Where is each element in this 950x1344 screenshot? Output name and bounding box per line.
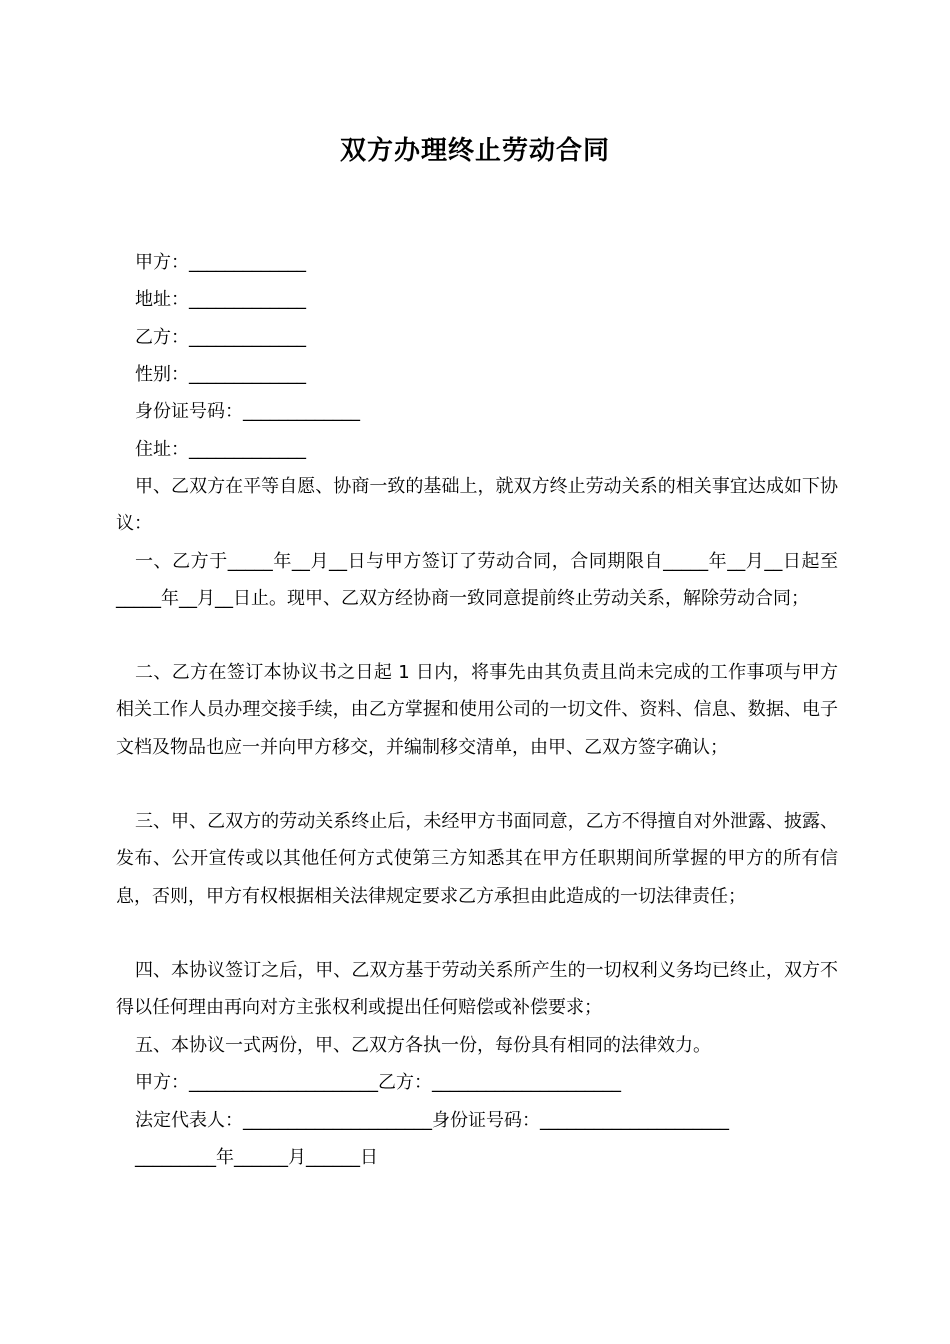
paragraph-clause-3: 三、甲、乙双方的劳动关系终止后，未经甲方书面同意，乙方不得擅自对外泄露、披露、发布、公开宣传或以其他任何方式使第三方知悉其在甲方任职期间所掌握的甲方的所有信息，否则，甲方有权根据相关法律规定要求乙方承担由此造成的一切法律责任；: [116, 811, 838, 907]
signature-representative: 法定代表人：_____________________身份证号码：_____________________: [135, 1110, 729, 1131]
field-address: 地址：_____________: [135, 289, 306, 310]
field-party-a: 甲方：_____________: [135, 252, 306, 273]
field-id-number: 身份证号码：_____________: [135, 401, 360, 422]
paragraph-intro: 甲、乙双方在平等自愿、协商一致的基础上，就双方终止劳动关系的相关事宜达成如下协议：: [116, 476, 838, 535]
paragraph-clause-2: 二、乙方在签订本协议书之日起 1 日内，将事先由其负责且尚未完成的工作事项与甲方相关工作人员办理交接手续，由乙方掌握和使用公司的一切文件、资料、信息、数据、电子文档及物品也应一并向甲方移交，并编制移交清单，由甲、乙双方签字确认；: [116, 662, 838, 758]
paragraph-clause-4: 四、本协议签订之后，甲、乙双方基于劳动关系所产生的一切权利义务均已终止，双方不得以任何理由再向对方主张权利或提出任何赔偿或补偿要求；: [116, 960, 838, 1019]
field-gender: 性别：_____________: [135, 364, 306, 385]
field-party-b: 乙方：_____________: [135, 327, 306, 348]
document-title: 双方办理终止劳动合同: [339, 136, 610, 166]
field-residence: 住址：_____________: [135, 439, 306, 460]
paragraph-clause-5: 五、本协议一式两份，甲、乙双方各执一份，每份具有相同的法律效力。: [135, 1035, 711, 1056]
signature-parties: 甲方：_____________________乙方：_____________________: [135, 1072, 621, 1093]
signature-date: _________年______月______日: [135, 1147, 378, 1168]
paragraph-clause-1: 一、乙方于_____年__月__日与甲方签订了劳动合同，合同期限自_____年__月__日起至_____年__月__日止。现甲、乙双方经协商一致同意提前终止劳动关系，解除劳动合同；: [116, 551, 838, 610]
